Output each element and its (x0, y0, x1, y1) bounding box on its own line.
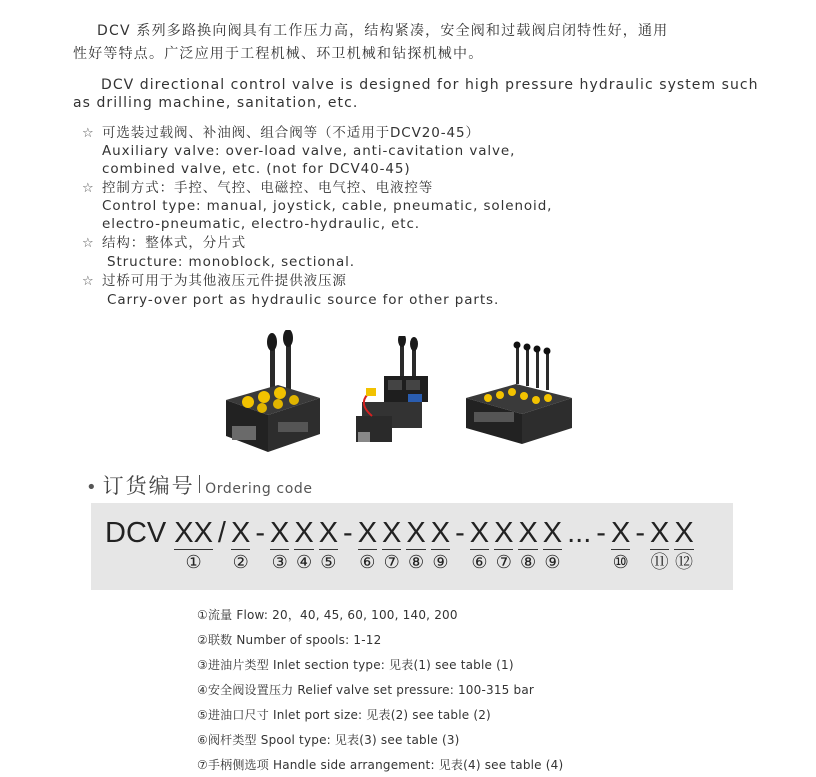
code-segment (543, 519, 562, 574)
code-placeholder: X (674, 517, 694, 549)
code-placeholder: X (518, 517, 538, 549)
legend-item: ③进油片类型 Inlet section type: 见表(1) see table (1) (197, 658, 514, 672)
code-underline (174, 549, 213, 550)
code-placeholder: X (649, 517, 670, 549)
code-placeholder: X (610, 517, 631, 549)
star-icon: ☆ (82, 126, 94, 141)
code-underline (406, 549, 425, 550)
code-index: ⑩ (612, 552, 629, 573)
code-placeholder: X (270, 517, 290, 549)
code-underline (270, 549, 289, 550)
code-index: ⑨ (432, 552, 449, 573)
star-icon: ☆ (82, 181, 94, 196)
code-segment (294, 519, 313, 574)
feature-1-cn: 可选装过载阀、补油阀、组合阀等（不适用于DCV20-45） (102, 125, 480, 141)
code-underline (382, 549, 401, 550)
code-underline (319, 549, 338, 550)
code-placeholder: X (318, 517, 339, 549)
valve-photo-sectional (460, 340, 580, 448)
legend-item: ⑥阀杆类型 Spool type: 见表(3) see table (3) (197, 733, 460, 747)
code-placeholder: X (230, 517, 251, 549)
ordering-title-en: Ordering code (205, 481, 313, 497)
code-index: ⑫ (675, 552, 693, 573)
intro-en-line-2: as drilling machine, sanitation, etc. (73, 95, 359, 111)
bullet: • (86, 477, 97, 498)
code-placeholder: X (406, 517, 426, 549)
feature-3-en-line-1: Structure: monoblock, sectional. (107, 254, 356, 270)
code-index: ⑥ (359, 552, 376, 573)
code-segment (270, 519, 289, 574)
code-segment (431, 519, 450, 574)
code-placeholder: X (469, 517, 490, 549)
code-segment (382, 519, 401, 574)
legend-item: ⑦手柄侧选项 Handle side arrangement: 见表(4) see table (4) (197, 758, 564, 772)
code-separator: / (217, 517, 226, 549)
code-underline (431, 549, 450, 550)
code-underline (294, 549, 313, 550)
ordering-heading (86, 470, 313, 500)
code-underline (674, 549, 693, 550)
code-index: ② (232, 552, 249, 573)
code-separator: ... (567, 517, 592, 549)
code-index: ③ (271, 552, 288, 573)
code-index: ⑨ (544, 552, 561, 573)
star-icon: ☆ (82, 274, 94, 289)
code-index: ⑥ (471, 552, 488, 573)
code-placeholder: X (494, 517, 514, 549)
star-icon: ☆ (82, 236, 94, 251)
code-placeholder: X (294, 517, 314, 549)
code-underline (494, 549, 513, 550)
feature-1-en-line-2: combined valve, etc. (not for DCV40-45) (102, 161, 411, 177)
code-placeholder: X (382, 517, 402, 549)
title-divider (199, 475, 201, 493)
code-prefix: DCV (105, 517, 167, 549)
code-segment (611, 519, 630, 574)
intro-cn-line-2: 性好等特点。广泛应用于工程机械、环卫机械和钻探机械中。 (73, 46, 484, 62)
feature-4-en-line-1: Carry-over port as hydraulic source for other parts. (107, 292, 500, 308)
code-segment (470, 519, 489, 574)
code-underline (518, 549, 537, 550)
code-segment (518, 519, 537, 574)
feature-4-cn: 过桥可用于为其他液压元件提供液压源 (102, 273, 347, 289)
code-index: ⑧ (407, 552, 425, 573)
code-segment (319, 519, 338, 574)
code-index: ⑦ (383, 552, 400, 573)
legend-item: ⑤进油口尺寸 Inlet port size: 见表(2) see table (2) (197, 708, 491, 722)
intro-cn-line-1: DCV 系列多路换向阀具有工作压力高，结构紧凑，安全阀和过载阀启闭特性好，通用 (97, 23, 669, 39)
code-segment (650, 519, 669, 574)
valve-photo-solenoid (348, 336, 438, 446)
legend-item: ②联数 Number of spools: 1-12 (197, 633, 382, 647)
legend-item: ①流量 Flow: 20，40, 45, 60, 100, 140, 200 (197, 608, 458, 622)
feature-2-cn: 控制方式：手控、气控、电磁控、电气控、电液控等 (102, 180, 434, 196)
code-underline (358, 549, 377, 550)
feature-3-cn: 结构：整体式，分片式 (102, 235, 246, 251)
code-placeholder: XX (174, 517, 213, 549)
code-placeholder: X (542, 517, 563, 549)
code-separator: - (255, 517, 265, 549)
code-index: ⑧ (520, 552, 537, 573)
valve-photo-monoblock (218, 330, 328, 458)
code-placeholder: X (430, 517, 451, 549)
code-index: ① (185, 552, 202, 573)
code-underline (650, 549, 669, 550)
code-index: ⑪ (650, 552, 669, 573)
code-segment (406, 519, 425, 574)
ordering-title-cn: 订货编号 (102, 474, 195, 498)
code-segment (231, 519, 250, 574)
code-separator: - (343, 517, 353, 549)
intro-en-line-1: DCV directional control valve is designed for high pressure hydraulic system such (101, 77, 759, 93)
code-segment (174, 519, 213, 574)
code-index: ④ (295, 552, 313, 573)
ordering-code (105, 519, 699, 574)
code-underline (611, 549, 630, 550)
feature-2-en-line-1: Control type: manual, joystick, cable, pneumatic, solenoid, (102, 198, 553, 214)
code-segment (674, 519, 693, 574)
code-underline (470, 549, 489, 550)
code-placeholder: X (357, 517, 378, 549)
code-separator: - (596, 517, 606, 549)
code-segment (358, 519, 377, 574)
code-segment (494, 519, 513, 574)
code-separator: - (635, 517, 645, 549)
code-separator: - (455, 517, 465, 549)
code-index: ⑦ (495, 552, 512, 573)
feature-1-en-line-1: Auxiliary valve: over-load valve, anti-cavitation valve, (102, 143, 516, 159)
code-index: ⑤ (320, 552, 337, 573)
code-underline (231, 549, 250, 550)
feature-2-en-line-2: electro-pneumatic, electro-hydraulic, etc. (102, 216, 420, 232)
legend-item: ④安全阀设置压力 Relief valve set pressure: 100-315 bar (197, 683, 535, 697)
code-underline (543, 549, 562, 550)
